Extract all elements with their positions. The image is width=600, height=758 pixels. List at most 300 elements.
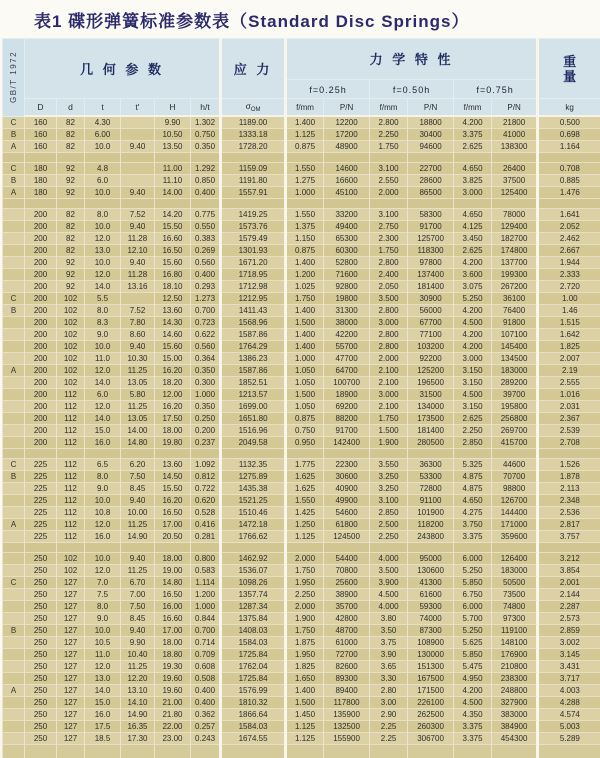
cell-t: 14.0	[85, 281, 121, 293]
cell-P_0_50h: 151300	[408, 661, 454, 673]
cell-h_t: 1.000	[191, 389, 221, 401]
cell-d: 102	[57, 293, 85, 305]
cell-P_0_25h: 45100	[324, 187, 370, 199]
cell-f_0_75h: 4.875	[454, 483, 492, 495]
cell-f_0_75h: 3.375	[454, 531, 492, 543]
cell-D: 200	[25, 377, 57, 389]
table-row	[3, 221, 600, 233]
cell-f_0_75h: 3.150	[454, 401, 492, 413]
cell-P_0_75h: 145400	[492, 341, 538, 353]
cell-H: 15.50	[155, 221, 191, 233]
cell-P_0_25h: 92800	[324, 281, 370, 293]
cell-D: 200	[25, 305, 57, 317]
cell-kg: 1.476	[538, 187, 600, 199]
table-row	[3, 471, 600, 483]
cell-h_t	[191, 543, 221, 553]
cell-P_0_75h: 176900	[492, 649, 538, 661]
cell-kg: 0.708	[538, 163, 600, 175]
cell-t: 6.0	[85, 389, 121, 401]
cell-P_0_50h: 95000	[408, 553, 454, 565]
cell-f_0_50h: 2.850	[370, 507, 408, 519]
table-row	[3, 209, 600, 221]
cell-f_0_75h: 2.850	[454, 437, 492, 449]
table-row	[3, 141, 600, 153]
cell-h_t: 0.237	[191, 437, 221, 449]
cell-kg: 2.555	[538, 377, 600, 389]
cell-t: 12.0	[85, 661, 121, 673]
cell-f_0_50h: 3.550	[370, 459, 408, 471]
cell-f_0_25h: 1.375	[286, 221, 324, 233]
cell-f_0_25h: 1.775	[286, 459, 324, 471]
cell-t_prime: 6.70	[121, 577, 155, 589]
cell-group	[3, 531, 25, 543]
cell-t_prime: 7.52	[121, 305, 155, 317]
cell-kg: 2.462	[538, 233, 600, 245]
table-row	[3, 733, 600, 745]
cell-f_0_75h: 4.200	[454, 685, 492, 697]
header-mechanical: 力 学 特 性	[286, 39, 538, 80]
table-row	[3, 673, 600, 685]
cell-f_0_75h: 6.000	[454, 601, 492, 613]
cell-P_0_25h	[324, 199, 370, 209]
cell-P_0_75h: 41000	[492, 129, 538, 141]
cell-t_prime	[121, 199, 155, 209]
cell-P_0_25h: 17200	[324, 129, 370, 141]
cell-group	[3, 589, 25, 601]
cell-group: B	[3, 129, 25, 141]
cell-H: 15.60	[155, 341, 191, 353]
cell-h_t: 0.622	[191, 329, 221, 341]
cell-P_0_25h	[324, 449, 370, 459]
cell-t_prime: 10.40	[121, 649, 155, 661]
cell-h_t: 0.850	[191, 175, 221, 187]
cell-kg: 1.00	[538, 293, 600, 305]
cell-P_0_50h: 181400	[408, 281, 454, 293]
cell-f_0_50h: 3.250	[370, 471, 408, 483]
cell-P_0_50h: 67700	[408, 317, 454, 329]
header-f025: f=0.25h	[286, 80, 370, 99]
cell-D	[25, 199, 57, 209]
cell-kg: 1.878	[538, 471, 600, 483]
cell-f_0_75h: 5.475	[454, 661, 492, 673]
cell-sigma_OM: 1213.57	[221, 389, 286, 401]
cell-f_0_25h: 1.875	[286, 637, 324, 649]
cell-H: 13.60	[155, 305, 191, 317]
cell-f_0_75h: 4.650	[454, 209, 492, 221]
cell-P_0_75h: 39700	[492, 389, 538, 401]
cell-group	[3, 233, 25, 245]
cell-f_0_25h	[286, 543, 324, 553]
cell-P_0_75h: 238300	[492, 673, 538, 685]
cell-f_0_25h	[286, 153, 324, 163]
cell-D: 250	[25, 565, 57, 577]
standard-label-cell	[3, 39, 25, 117]
cell-h_t	[191, 199, 221, 209]
table-row	[3, 697, 600, 709]
cell-f_0_25h: 1.400	[286, 329, 324, 341]
cell-h_t: 1.292	[191, 163, 221, 175]
cell-h_t: 0.362	[191, 709, 221, 721]
cell-sigma_OM: 2049.58	[221, 437, 286, 449]
cell-P_0_25h: 60300	[324, 245, 370, 257]
cell-P_0_25h: 16600	[324, 175, 370, 187]
cell-t: 17.5	[85, 721, 121, 733]
cell-D: 200	[25, 353, 57, 365]
table-row	[3, 709, 600, 721]
cell-f_0_75h: 3.825	[454, 175, 492, 187]
cell-H: 14.80	[155, 577, 191, 589]
cell-f_0_50h: 2.400	[370, 269, 408, 281]
cell-d: 102	[57, 353, 85, 365]
table-body	[3, 116, 600, 758]
cell-P_0_25h: 91700	[324, 425, 370, 437]
cell-sigma_OM: 1576.99	[221, 685, 286, 697]
cell-P_0_50h	[408, 449, 454, 459]
cell-t_prime: 13.10	[121, 685, 155, 697]
cell-P_0_75h: 144400	[492, 507, 538, 519]
cell-D: 250	[25, 625, 57, 637]
cell-f_0_25h: 1.125	[286, 531, 324, 543]
table-row	[3, 175, 600, 187]
cell-D	[25, 153, 57, 163]
cell-P_0_50h: 130000	[408, 649, 454, 661]
cell-t: 12.0	[85, 269, 121, 281]
cell-d	[57, 745, 85, 758]
cell-t_prime: 12.20	[121, 673, 155, 685]
cell-f_0_25h: 1.400	[286, 341, 324, 353]
cell-sigma_OM: 1766.62	[221, 531, 286, 543]
cell-H: 17.50	[155, 413, 191, 425]
cell-t_prime: 9.40	[121, 141, 155, 153]
cell-f_0_75h: 3.150	[454, 377, 492, 389]
cell-f_0_25h: 1.150	[286, 233, 324, 245]
cell-P_0_25h: 71600	[324, 269, 370, 281]
cell-t_prime: 11.25	[121, 661, 155, 673]
cell-D: 225	[25, 507, 57, 519]
cell-f_0_25h: 0.875	[286, 141, 324, 153]
cell-P_0_25h: 82600	[324, 661, 370, 673]
separator-row	[3, 199, 600, 209]
cell-sigma_OM: 1725.84	[221, 649, 286, 661]
cell-group	[3, 637, 25, 649]
cell-D: 225	[25, 531, 57, 543]
cell-sigma_OM: 1866.64	[221, 709, 286, 721]
cell-sigma_OM: 1098.26	[221, 577, 286, 589]
cell-H: 19.60	[155, 673, 191, 685]
cell-H: 12.50	[155, 293, 191, 305]
cell-P_0_25h: 117800	[324, 697, 370, 709]
cell-group	[3, 413, 25, 425]
col-P-050: P/N	[408, 99, 454, 117]
cell-P_0_50h	[408, 199, 454, 209]
col-P-025: P/N	[324, 99, 370, 117]
cell-P_0_75h: 21800	[492, 116, 538, 129]
cell-f_0_25h: 1.825	[286, 661, 324, 673]
cell-kg: 2.539	[538, 425, 600, 437]
cell-P_0_25h: 65300	[324, 233, 370, 245]
col-f-050: f/mm	[370, 99, 408, 117]
cell-f_0_25h: 1.750	[286, 565, 324, 577]
cell-f_0_25h: 0.750	[286, 425, 324, 437]
cell-group	[3, 709, 25, 721]
cell-h_t: 0.844	[191, 613, 221, 625]
cell-group	[3, 553, 25, 565]
cell-t_prime: 10.00	[121, 507, 155, 519]
cell-group: A	[3, 141, 25, 153]
cell-P_0_50h: 280500	[408, 437, 454, 449]
cell-P_0_50h: 61600	[408, 589, 454, 601]
cell-kg: 2.287	[538, 601, 600, 613]
cell-t: 6.00	[85, 129, 121, 141]
cell-f_0_25h	[286, 449, 324, 459]
table-row	[3, 305, 600, 317]
cell-group: B	[3, 175, 25, 187]
cell-t_prime: 6.20	[121, 459, 155, 471]
cell-P_0_75h: 210800	[492, 661, 538, 673]
cell-D: 180	[25, 163, 57, 175]
cell-t_prime	[121, 543, 155, 553]
cell-t: 4.30	[85, 116, 121, 129]
cell-f_0_75h: 2.625	[454, 141, 492, 153]
cell-h_t: 0.281	[191, 531, 221, 543]
cell-H	[155, 745, 191, 758]
cell-f_0_25h: 2.250	[286, 589, 324, 601]
cell-D: 225	[25, 519, 57, 531]
cell-H: 11.00	[155, 163, 191, 175]
cell-t_prime: 12.10	[121, 245, 155, 257]
cell-D: 250	[25, 661, 57, 673]
cell-t_prime: 14.00	[121, 425, 155, 437]
cell-d: 92	[57, 269, 85, 281]
cell-sigma_OM: 1435.38	[221, 483, 286, 495]
cell-t: 18.5	[85, 733, 121, 745]
cell-group	[3, 153, 25, 163]
cell-h_t: 1.092	[191, 459, 221, 471]
cell-f_0_75h: 2.250	[454, 425, 492, 437]
cell-h_t: 0.400	[191, 685, 221, 697]
cell-f_0_75h: 2.625	[454, 245, 492, 257]
cell-P_0_75h: 126400	[492, 553, 538, 565]
cell-P_0_75h: 248800	[492, 685, 538, 697]
cell-f_0_25h: 1.625	[286, 483, 324, 495]
cell-P_0_50h: 72800	[408, 483, 454, 495]
cell-sigma_OM: 1333.18	[221, 129, 286, 141]
cell-group	[3, 613, 25, 625]
cell-P_0_25h: 40900	[324, 483, 370, 495]
col-H: H	[155, 99, 191, 117]
cell-P_0_50h: 36300	[408, 459, 454, 471]
cell-group	[3, 661, 25, 673]
cell-P_0_50h: 171500	[408, 685, 454, 697]
cell-P_0_50h: 260300	[408, 721, 454, 733]
cell-sigma_OM: 1189.00	[221, 116, 286, 129]
cell-t: 10.0	[85, 341, 121, 353]
cell-P_0_50h: 56000	[408, 305, 454, 317]
cell-d: 92	[57, 163, 85, 175]
cell-kg: 3.757	[538, 531, 600, 543]
cell-d: 112	[57, 495, 85, 507]
cell-kg: 2.348	[538, 495, 600, 507]
cell-kg: 0.885	[538, 175, 600, 187]
cell-H: 16.60	[155, 613, 191, 625]
cell-f_0_50h: 3.900	[370, 577, 408, 589]
cell-H: 9.90	[155, 116, 191, 129]
cell-f_0_25h: 1.125	[286, 721, 324, 733]
cell-P_0_75h: 91800	[492, 317, 538, 329]
cell-P_0_50h: 134000	[408, 401, 454, 413]
cell-f_0_75h: 4.200	[454, 305, 492, 317]
cell-d: 127	[57, 625, 85, 637]
cell-t: 10.0	[85, 257, 121, 269]
cell-P_0_25h: 30600	[324, 471, 370, 483]
separator-row	[3, 449, 600, 459]
cell-P_0_50h: 86500	[408, 187, 454, 199]
table-row	[3, 437, 600, 449]
cell-kg: 2.720	[538, 281, 600, 293]
cell-P_0_50h	[408, 745, 454, 758]
cell-P_0_25h: 48700	[324, 625, 370, 637]
cell-d: 127	[57, 673, 85, 685]
cell-group	[3, 221, 25, 233]
cell-t_prime: 7.00	[121, 589, 155, 601]
cell-f_0_75h: 4.500	[454, 389, 492, 401]
cell-d: 127	[57, 661, 85, 673]
cell-sigma_OM: 1852.51	[221, 377, 286, 389]
cell-sigma_OM: 1810.32	[221, 697, 286, 709]
cell-group	[3, 341, 25, 353]
cell-group: A	[3, 519, 25, 531]
cell-t_prime: 9.90	[121, 637, 155, 649]
cell-h_t: 0.508	[191, 673, 221, 685]
cell-sigma_OM: 1573.76	[221, 221, 286, 233]
cell-t: 10.0	[85, 187, 121, 199]
cell-kg: 2.19	[538, 365, 600, 377]
cell-D: 200	[25, 257, 57, 269]
cell-D: 250	[25, 613, 57, 625]
cell-P_0_25h: 25600	[324, 577, 370, 589]
cell-P_0_75h: 183000	[492, 365, 538, 377]
cell-f_0_75h: 4.125	[454, 221, 492, 233]
cell-group	[3, 649, 25, 661]
cell-group	[3, 483, 25, 495]
cell-f_0_75h	[454, 449, 492, 459]
cell-H: 18.20	[155, 377, 191, 389]
cell-t: 14.0	[85, 413, 121, 425]
cell-t: 6.0	[85, 175, 121, 187]
cell-h_t: 0.364	[191, 353, 221, 365]
cell-sigma_OM: 1287.34	[221, 601, 286, 613]
cell-H: 19.80	[155, 437, 191, 449]
cell-d: 102	[57, 553, 85, 565]
cell-f_0_25h	[286, 745, 324, 758]
cell-sigma_OM: 1386.23	[221, 353, 286, 365]
cell-D: 200	[25, 401, 57, 413]
cell-P_0_75h: 78000	[492, 209, 538, 221]
cell-d: 127	[57, 697, 85, 709]
cell-t_prime	[121, 153, 155, 163]
cell-sigma_OM: 1191.80	[221, 175, 286, 187]
cell-d: 92	[57, 187, 85, 199]
cell-sigma_OM: 1557.91	[221, 187, 286, 199]
cell-d: 112	[57, 507, 85, 519]
cell-h_t: 0.383	[191, 233, 221, 245]
cell-P_0_50h: 28600	[408, 175, 454, 187]
cell-h_t: 0.300	[191, 377, 221, 389]
cell-h_t: 0.269	[191, 245, 221, 257]
cell-D: 250	[25, 673, 57, 685]
table-row	[3, 685, 600, 697]
header-geometry: 几 何 参 数	[25, 39, 221, 99]
cell-D: 160	[25, 116, 57, 129]
cell-t: 14.0	[85, 377, 121, 389]
cell-f_0_25h: 1.025	[286, 281, 324, 293]
cell-sigma_OM: 1671.20	[221, 257, 286, 269]
cell-h_t: 0.700	[191, 625, 221, 637]
cell-H: 23.00	[155, 733, 191, 745]
cell-P_0_25h: 89400	[324, 685, 370, 697]
cell-kg	[538, 153, 600, 163]
cell-P_0_50h: 226100	[408, 697, 454, 709]
cell-t_prime: 11.25	[121, 565, 155, 577]
cell-kg: 2.708	[538, 437, 600, 449]
cell-f_0_75h: 3.375	[454, 733, 492, 745]
table-row	[3, 531, 600, 543]
cell-f_0_25h: 2.000	[286, 601, 324, 613]
cell-f_0_50h	[370, 199, 408, 209]
cell-h_t: 1.273	[191, 293, 221, 305]
cell-H: 19.60	[155, 685, 191, 697]
cell-t: 13.0	[85, 245, 121, 257]
cell-f_0_50h: 3.65	[370, 661, 408, 673]
cell-group	[3, 721, 25, 733]
table-row	[3, 329, 600, 341]
cell-P_0_75h: 97300	[492, 613, 538, 625]
cell-t: 12.0	[85, 565, 121, 577]
cell-d: 112	[57, 389, 85, 401]
cell-D: 200	[25, 269, 57, 281]
table-row	[3, 637, 600, 649]
cell-group: A	[3, 685, 25, 697]
cell-H: 16.60	[155, 233, 191, 245]
cell-group: C	[3, 577, 25, 589]
cell-group	[3, 317, 25, 329]
cell-d: 127	[57, 577, 85, 589]
cell-h_t: 0.400	[191, 269, 221, 281]
cell-h_t: 0.714	[191, 637, 221, 649]
cell-d: 112	[57, 401, 85, 413]
cell-t	[85, 199, 121, 209]
cell-f_0_75h: 3.075	[454, 281, 492, 293]
cell-P_0_50h: 53300	[408, 471, 454, 483]
cell-d: 92	[57, 175, 85, 187]
table-row	[3, 187, 600, 199]
cell-sigma_OM: 1275.89	[221, 471, 286, 483]
cell-f_0_25h: 0.875	[286, 413, 324, 425]
table-row	[3, 116, 600, 129]
cell-f_0_25h: 1.500	[286, 389, 324, 401]
cell-d: 112	[57, 413, 85, 425]
cell-P_0_75h	[492, 153, 538, 163]
cell-d: 102	[57, 365, 85, 377]
cell-H: 14.20	[155, 209, 191, 221]
cell-P_0_75h: 74800	[492, 601, 538, 613]
cell-P_0_25h: 100700	[324, 377, 370, 389]
cell-P_0_25h: 61800	[324, 519, 370, 531]
cell-f_0_75h: 5.250	[454, 625, 492, 637]
cell-H: 19.30	[155, 661, 191, 673]
cell-h_t: 0.200	[191, 425, 221, 437]
cell-t_prime: 10.30	[121, 353, 155, 365]
